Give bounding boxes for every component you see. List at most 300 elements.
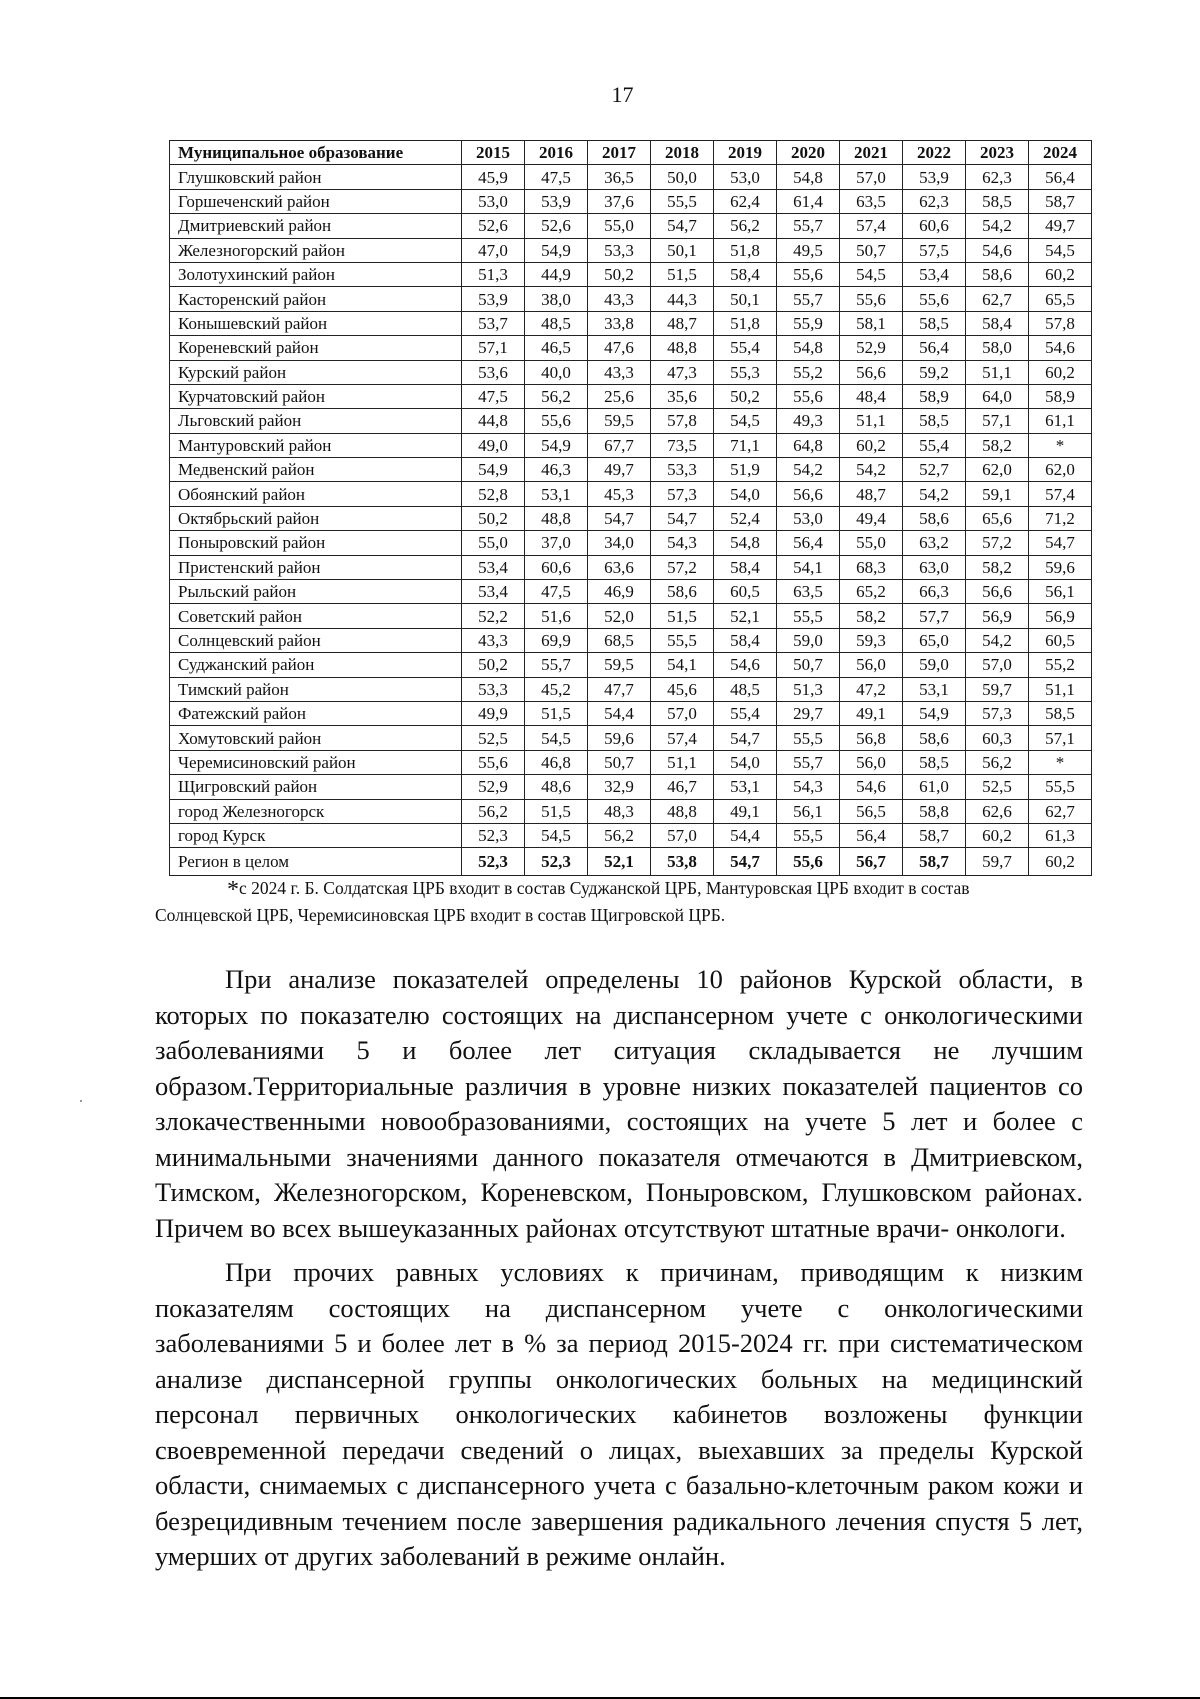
region-name-cell: город Курск: [170, 823, 462, 847]
value-cell: 52,2: [462, 604, 525, 628]
value-cell: 46,5: [525, 336, 588, 360]
page-number: 17: [611, 82, 634, 107]
value-cell: 56,0: [840, 653, 903, 677]
value-cell: 29,7: [777, 701, 840, 725]
value-cell: 60,3: [966, 726, 1029, 750]
value-cell: 57,2: [966, 531, 1029, 555]
value-cell: 55,5: [777, 726, 840, 750]
region-name-cell: Железногорский район: [170, 238, 462, 262]
value-cell: 57,4: [651, 726, 714, 750]
column-header-year: 2021: [840, 141, 903, 165]
value-cell: 58,0: [966, 336, 1029, 360]
value-cell: 60,5: [1029, 628, 1092, 652]
value-cell: 54,2: [903, 482, 966, 506]
region-name-cell: Рыльский район: [170, 580, 462, 604]
value-cell: 56,4: [1029, 165, 1092, 189]
value-cell: 53,7: [462, 311, 525, 335]
value-cell: 55,5: [651, 628, 714, 652]
value-cell: 60,5: [714, 580, 777, 604]
table-row: [170, 726, 1092, 750]
value-cell: 56,5: [840, 799, 903, 823]
value-cell: 47,5: [525, 165, 588, 189]
value-cell: 54,9: [525, 238, 588, 262]
value-cell: 50,2: [588, 262, 651, 286]
value-cell: 59,7: [966, 677, 1029, 701]
value-cell: 49,7: [588, 458, 651, 482]
value-cell: 57,2: [651, 555, 714, 579]
value-cell: 65,6: [966, 506, 1029, 530]
value-cell: 55,6: [525, 409, 588, 433]
value-cell: 65,2: [840, 580, 903, 604]
region-name-cell: Поныровский район: [170, 531, 462, 555]
value-cell: 48,7: [651, 311, 714, 335]
value-cell: 57,1: [1029, 726, 1092, 750]
value-cell: 54,3: [651, 531, 714, 555]
value-cell: 60,2: [966, 823, 1029, 847]
value-cell: 33,8: [588, 311, 651, 335]
value-cell: 38,0: [525, 287, 588, 311]
value-cell: 51,9: [714, 458, 777, 482]
value-cell: 58,9: [1029, 384, 1092, 408]
region-name-cell: Хомутовский район: [170, 726, 462, 750]
value-cell: 56,4: [903, 336, 966, 360]
table-row: [170, 799, 1092, 823]
table-row: [170, 531, 1092, 555]
value-cell: 51,8: [714, 311, 777, 335]
value-cell: 66,3: [903, 580, 966, 604]
value-cell: 48,5: [525, 311, 588, 335]
value-cell: 47,7: [588, 677, 651, 701]
value-cell: 54,7: [651, 214, 714, 238]
table-row: [170, 311, 1092, 335]
value-cell: 53,9: [525, 189, 588, 213]
value-cell: 55,4: [714, 336, 777, 360]
value-cell: 52,9: [462, 775, 525, 799]
value-cell: 53,1: [714, 775, 777, 799]
value-cell: 53,0: [714, 165, 777, 189]
data-table: [169, 140, 1092, 876]
value-cell: 56,0: [840, 750, 903, 774]
table-row: [170, 506, 1092, 530]
footnote-line-2: Солнцевской ЦРБ, Черемисиновская ЦРБ входит в состав Щигровской ЦРБ.: [155, 905, 726, 925]
value-cell: 57,0: [651, 701, 714, 725]
paragraph-1-text: При анализе показателей определены 10 районов Курской области, в которых по показателю состоящих на диспансерном учете с онкологическими заболеваниями 5 и более лет ситуация складывается не лучшим образом.Территориальные различия в уровне низких показателей пациентов со злокачественными новообразованиями, состоящих на учете 5 лет и более с минимальными значениями данного показателя отмечаются в Дмитриевском, Тимском, Железногорском, Кореневском, Поныровском, Глушковском районах. Причем во всех вышеуказанных районах отсутствуют штатные врачи- онкологи.: [155, 964, 1083, 1243]
value-cell: 59,5: [588, 409, 651, 433]
value-cell: 58,2: [840, 604, 903, 628]
value-cell: 52,5: [966, 775, 1029, 799]
total-value-cell: 59,7: [966, 848, 1029, 876]
value-cell: 51,3: [462, 262, 525, 286]
value-cell: 54,1: [651, 653, 714, 677]
value-cell: 55,3: [714, 360, 777, 384]
value-cell: 48,6: [525, 775, 588, 799]
table-row: [170, 189, 1092, 213]
region-name-cell: город Железногорск: [170, 799, 462, 823]
value-cell: 52,9: [840, 336, 903, 360]
region-name-cell: Суджанский район: [170, 653, 462, 677]
value-cell: 56,9: [1029, 604, 1092, 628]
value-cell: 63,5: [777, 580, 840, 604]
value-cell: 55,6: [840, 287, 903, 311]
value-cell: 53,9: [903, 165, 966, 189]
value-cell: 58,4: [714, 262, 777, 286]
value-cell: 57,4: [1029, 482, 1092, 506]
region-name-cell: Фатежский район: [170, 701, 462, 725]
column-header-year: 2020: [777, 141, 840, 165]
value-cell: 50,0: [651, 165, 714, 189]
value-cell: 53,0: [462, 189, 525, 213]
value-cell: 51,1: [966, 360, 1029, 384]
value-cell: 54,8: [714, 531, 777, 555]
value-cell: 58,6: [903, 726, 966, 750]
value-cell: 54,5: [525, 823, 588, 847]
value-cell: 58,7: [1029, 189, 1092, 213]
value-cell: 54,7: [651, 506, 714, 530]
value-cell: 49,5: [777, 238, 840, 262]
total-label-cell: Регион в целом: [170, 848, 462, 876]
value-cell: 53,0: [777, 506, 840, 530]
value-cell: 46,8: [525, 750, 588, 774]
value-cell: 51,5: [651, 604, 714, 628]
value-cell: 62,3: [966, 165, 1029, 189]
value-cell: 63,5: [840, 189, 903, 213]
value-cell: 52,6: [525, 214, 588, 238]
region-name-cell: Курчатовский район: [170, 384, 462, 408]
value-cell: 47,0: [462, 238, 525, 262]
table-row: [170, 409, 1092, 433]
value-cell: 55,9: [777, 311, 840, 335]
value-cell: 57,4: [840, 214, 903, 238]
value-cell: 55,4: [903, 433, 966, 457]
value-cell: 58,6: [903, 506, 966, 530]
table-row: [170, 287, 1092, 311]
value-cell: 56,1: [777, 799, 840, 823]
total-value-cell: 52,3: [462, 848, 525, 876]
value-cell: 49,9: [462, 701, 525, 725]
value-cell: 54,0: [714, 482, 777, 506]
value-cell: 71,2: [1029, 506, 1092, 530]
value-cell: 65,5: [1029, 287, 1092, 311]
value-cell: 69,9: [525, 628, 588, 652]
value-cell: 50,2: [462, 653, 525, 677]
table-row: [170, 775, 1092, 799]
value-cell: 54,3: [777, 775, 840, 799]
total-value-cell: 58,7: [903, 848, 966, 876]
value-cell: 58,5: [966, 189, 1029, 213]
total-value-cell: 60,2: [1029, 848, 1092, 876]
value-cell: 50,7: [840, 238, 903, 262]
value-cell: *: [1029, 433, 1092, 457]
value-cell: 59,6: [588, 726, 651, 750]
region-name-cell: Касторенский район: [170, 287, 462, 311]
region-name-cell: Щигровский район: [170, 775, 462, 799]
value-cell: 61,1: [1029, 409, 1092, 433]
region-name-cell: Горшеченский район: [170, 189, 462, 213]
value-cell: 57,0: [840, 165, 903, 189]
value-cell: 47,5: [525, 580, 588, 604]
table-row: [170, 458, 1092, 482]
value-cell: 51,5: [651, 262, 714, 286]
value-cell: 53,9: [462, 287, 525, 311]
value-cell: 60,2: [1029, 360, 1092, 384]
value-cell: 54,6: [1029, 336, 1092, 360]
value-cell: 47,2: [840, 677, 903, 701]
table-row: [170, 653, 1092, 677]
value-cell: 50,7: [777, 653, 840, 677]
value-cell: 57,8: [1029, 311, 1092, 335]
region-name-cell: Глушковский район: [170, 165, 462, 189]
table-total-row: [170, 848, 1092, 876]
value-cell: 55,5: [777, 823, 840, 847]
value-cell: 56,9: [966, 604, 1029, 628]
value-cell: 56,6: [966, 580, 1029, 604]
footnote-line-1: с 2024 г. Б. Солдатская ЦРБ входит в состав Суджанской ЦРБ, Мантуровская ЦРБ входит в состав: [239, 878, 970, 898]
table-row: [170, 165, 1092, 189]
value-cell: 58,5: [903, 750, 966, 774]
value-cell: 58,5: [1029, 701, 1092, 725]
total-value-cell: 55,6: [777, 848, 840, 876]
value-cell: 53,1: [525, 482, 588, 506]
table-row: [170, 555, 1092, 579]
value-cell: 73,5: [651, 433, 714, 457]
value-cell: 68,5: [588, 628, 651, 652]
value-cell: 53,3: [651, 458, 714, 482]
value-cell: 54,7: [1029, 531, 1092, 555]
value-cell: 48,3: [588, 799, 651, 823]
value-cell: 56,6: [777, 482, 840, 506]
column-header-year: 2018: [651, 141, 714, 165]
value-cell: 53,4: [462, 555, 525, 579]
value-cell: 56,2: [525, 384, 588, 408]
value-cell: 55,6: [777, 384, 840, 408]
value-cell: 55,7: [777, 214, 840, 238]
value-cell: 25,6: [588, 384, 651, 408]
value-cell: 48,8: [525, 506, 588, 530]
table-row: [170, 238, 1092, 262]
table-row: [170, 336, 1092, 360]
footnote-star: *: [227, 877, 239, 903]
value-cell: 53,3: [588, 238, 651, 262]
value-cell: 58,5: [903, 409, 966, 433]
column-header-year: 2024: [1029, 141, 1092, 165]
table-row: [170, 262, 1092, 286]
value-cell: 58,7: [903, 823, 966, 847]
value-cell: 52,0: [588, 604, 651, 628]
total-value-cell: 56,7: [840, 848, 903, 876]
value-cell: 49,3: [777, 409, 840, 433]
region-name-cell: Дмитриевский район: [170, 214, 462, 238]
value-cell: 36,5: [588, 165, 651, 189]
value-cell: 48,4: [840, 384, 903, 408]
value-cell: 54,5: [1029, 238, 1092, 262]
value-cell: 58,4: [714, 628, 777, 652]
value-cell: 61,3: [1029, 823, 1092, 847]
value-cell: 58,6: [966, 262, 1029, 286]
table-row: [170, 823, 1092, 847]
value-cell: 55,7: [777, 750, 840, 774]
table-row: [170, 750, 1092, 774]
value-cell: 51,8: [714, 238, 777, 262]
value-cell: 54,6: [714, 653, 777, 677]
value-cell: 56,2: [966, 750, 1029, 774]
value-cell: 62,7: [966, 287, 1029, 311]
value-cell: 59,3: [840, 628, 903, 652]
table-row: [170, 360, 1092, 384]
value-cell: 46,3: [525, 458, 588, 482]
value-cell: 54,9: [525, 433, 588, 457]
region-name-cell: Кореневский район: [170, 336, 462, 360]
value-cell: 55,5: [1029, 775, 1092, 799]
value-cell: 52,3: [462, 823, 525, 847]
value-cell: 50,1: [714, 287, 777, 311]
value-cell: 61,4: [777, 189, 840, 213]
value-cell: 48,8: [651, 799, 714, 823]
value-cell: 57,1: [462, 336, 525, 360]
value-cell: 52,4: [714, 506, 777, 530]
region-name-cell: Льговский район: [170, 409, 462, 433]
region-name-cell: Курский район: [170, 360, 462, 384]
region-name-cell: Октябрьский район: [170, 506, 462, 530]
region-name-cell: Медвенский район: [170, 458, 462, 482]
footnote: [155, 876, 1095, 928]
value-cell: 44,8: [462, 409, 525, 433]
value-cell: 55,5: [651, 189, 714, 213]
table-row: [170, 628, 1092, 652]
table-row: [170, 677, 1092, 701]
value-cell: 55,2: [777, 360, 840, 384]
value-cell: 63,2: [903, 531, 966, 555]
value-cell: 52,1: [714, 604, 777, 628]
value-cell: 55,7: [777, 287, 840, 311]
value-cell: 58,4: [714, 555, 777, 579]
value-cell: 54,2: [966, 214, 1029, 238]
value-cell: 47,6: [588, 336, 651, 360]
value-cell: 51,5: [525, 701, 588, 725]
value-cell: 54,0: [714, 750, 777, 774]
value-cell: 56,2: [588, 823, 651, 847]
value-cell: 54,4: [588, 701, 651, 725]
value-cell: 54,5: [714, 409, 777, 433]
value-cell: 67,7: [588, 433, 651, 457]
value-cell: 61,0: [903, 775, 966, 799]
value-cell: 50,2: [714, 384, 777, 408]
value-cell: 57,8: [651, 409, 714, 433]
value-cell: 58,1: [840, 311, 903, 335]
table-row: [170, 482, 1092, 506]
table-row: [170, 580, 1092, 604]
value-cell: 57,7: [903, 604, 966, 628]
value-cell: 50,2: [462, 506, 525, 530]
value-cell: 58,4: [966, 311, 1029, 335]
value-cell: 45,9: [462, 165, 525, 189]
value-cell: 64,8: [777, 433, 840, 457]
value-cell: 52,8: [462, 482, 525, 506]
value-cell: 46,9: [588, 580, 651, 604]
value-cell: 62,0: [966, 458, 1029, 482]
column-header-year: 2017: [588, 141, 651, 165]
value-cell: 49,4: [840, 506, 903, 530]
value-cell: 51,1: [651, 750, 714, 774]
value-cell: 60,6: [903, 214, 966, 238]
value-cell: 54,9: [903, 701, 966, 725]
value-cell: 44,9: [525, 262, 588, 286]
value-cell: 55,0: [462, 531, 525, 555]
value-cell: 57,5: [903, 238, 966, 262]
value-cell: 57,0: [651, 823, 714, 847]
value-cell: 49,1: [840, 701, 903, 725]
table-header-row: [170, 141, 1092, 165]
value-cell: 49,7: [1029, 214, 1092, 238]
column-header-region: Муниципальное образование: [170, 141, 462, 165]
value-cell: 58,2: [966, 433, 1029, 457]
value-cell: 53,4: [462, 580, 525, 604]
value-cell: 62,4: [714, 189, 777, 213]
column-header-year: 2015: [462, 141, 525, 165]
value-cell: 54,4: [714, 823, 777, 847]
value-cell: 46,7: [651, 775, 714, 799]
value-cell: 57,3: [966, 701, 1029, 725]
table-row: [170, 214, 1092, 238]
value-cell: 53,1: [903, 677, 966, 701]
paragraph-2-text: При прочих равных условиях к причинам, приводящим к низким показателям состоящих на диспансерном учете с онкологическими заболеваниями 5 и более лет в % за период 2015-2024 гг. при систематическом анализе диспансерной группы онкологических больных на медицинский персонал первичных онкологических кабинетов возложены функции своевременной передачи сведений о лицах, выехавших за пределы Курской области, снимаемых с диспансерного учета с базально-клеточным раком кожи и безрецидивным течением после завершения радикального лечения спустя 5 лет, умерших от других заболеваний в режиме онлайн.: [155, 1257, 1083, 1571]
value-cell: 54,6: [966, 238, 1029, 262]
value-cell: 45,6: [651, 677, 714, 701]
value-cell: 54,8: [777, 336, 840, 360]
value-cell: 63,6: [588, 555, 651, 579]
value-cell: 54,5: [840, 262, 903, 286]
value-cell: 37,6: [588, 189, 651, 213]
value-cell: 54,5: [525, 726, 588, 750]
value-cell: 50,1: [651, 238, 714, 262]
value-cell: 65,0: [903, 628, 966, 652]
value-cell: 62,7: [1029, 799, 1092, 823]
scan-mark: [80, 1100, 82, 1102]
value-cell: 51,6: [525, 604, 588, 628]
value-cell: 53,6: [462, 360, 525, 384]
paragraph-2: [155, 1255, 1083, 1575]
paragraph-1: [155, 962, 1083, 1246]
column-header-year: 2016: [525, 141, 588, 165]
region-name-cell: Обоянский район: [170, 482, 462, 506]
value-cell: 60,2: [840, 433, 903, 457]
region-name-cell: Золотухинский район: [170, 262, 462, 286]
value-cell: 35,6: [651, 384, 714, 408]
value-cell: 57,3: [651, 482, 714, 506]
value-cell: 48,8: [651, 336, 714, 360]
value-cell: 60,2: [1029, 262, 1092, 286]
value-cell: 59,0: [777, 628, 840, 652]
value-cell: 55,5: [777, 604, 840, 628]
value-cell: 62,0: [1029, 458, 1092, 482]
value-cell: 49,0: [462, 433, 525, 457]
value-cell: 48,7: [840, 482, 903, 506]
value-cell: 54,9: [462, 458, 525, 482]
value-cell: *: [1029, 750, 1092, 774]
value-cell: 55,4: [714, 701, 777, 725]
value-cell: 54,1: [777, 555, 840, 579]
value-cell: 58,8: [903, 799, 966, 823]
region-name-cell: Тимский район: [170, 677, 462, 701]
region-name-cell: Пристенский район: [170, 555, 462, 579]
value-cell: 53,3: [462, 677, 525, 701]
value-cell: 55,6: [462, 750, 525, 774]
value-cell: 59,5: [588, 653, 651, 677]
region-name-cell: Солнцевский район: [170, 628, 462, 652]
column-header-year: 2019: [714, 141, 777, 165]
value-cell: 71,1: [714, 433, 777, 457]
table-row: [170, 604, 1092, 628]
value-cell: 57,1: [966, 409, 1029, 433]
